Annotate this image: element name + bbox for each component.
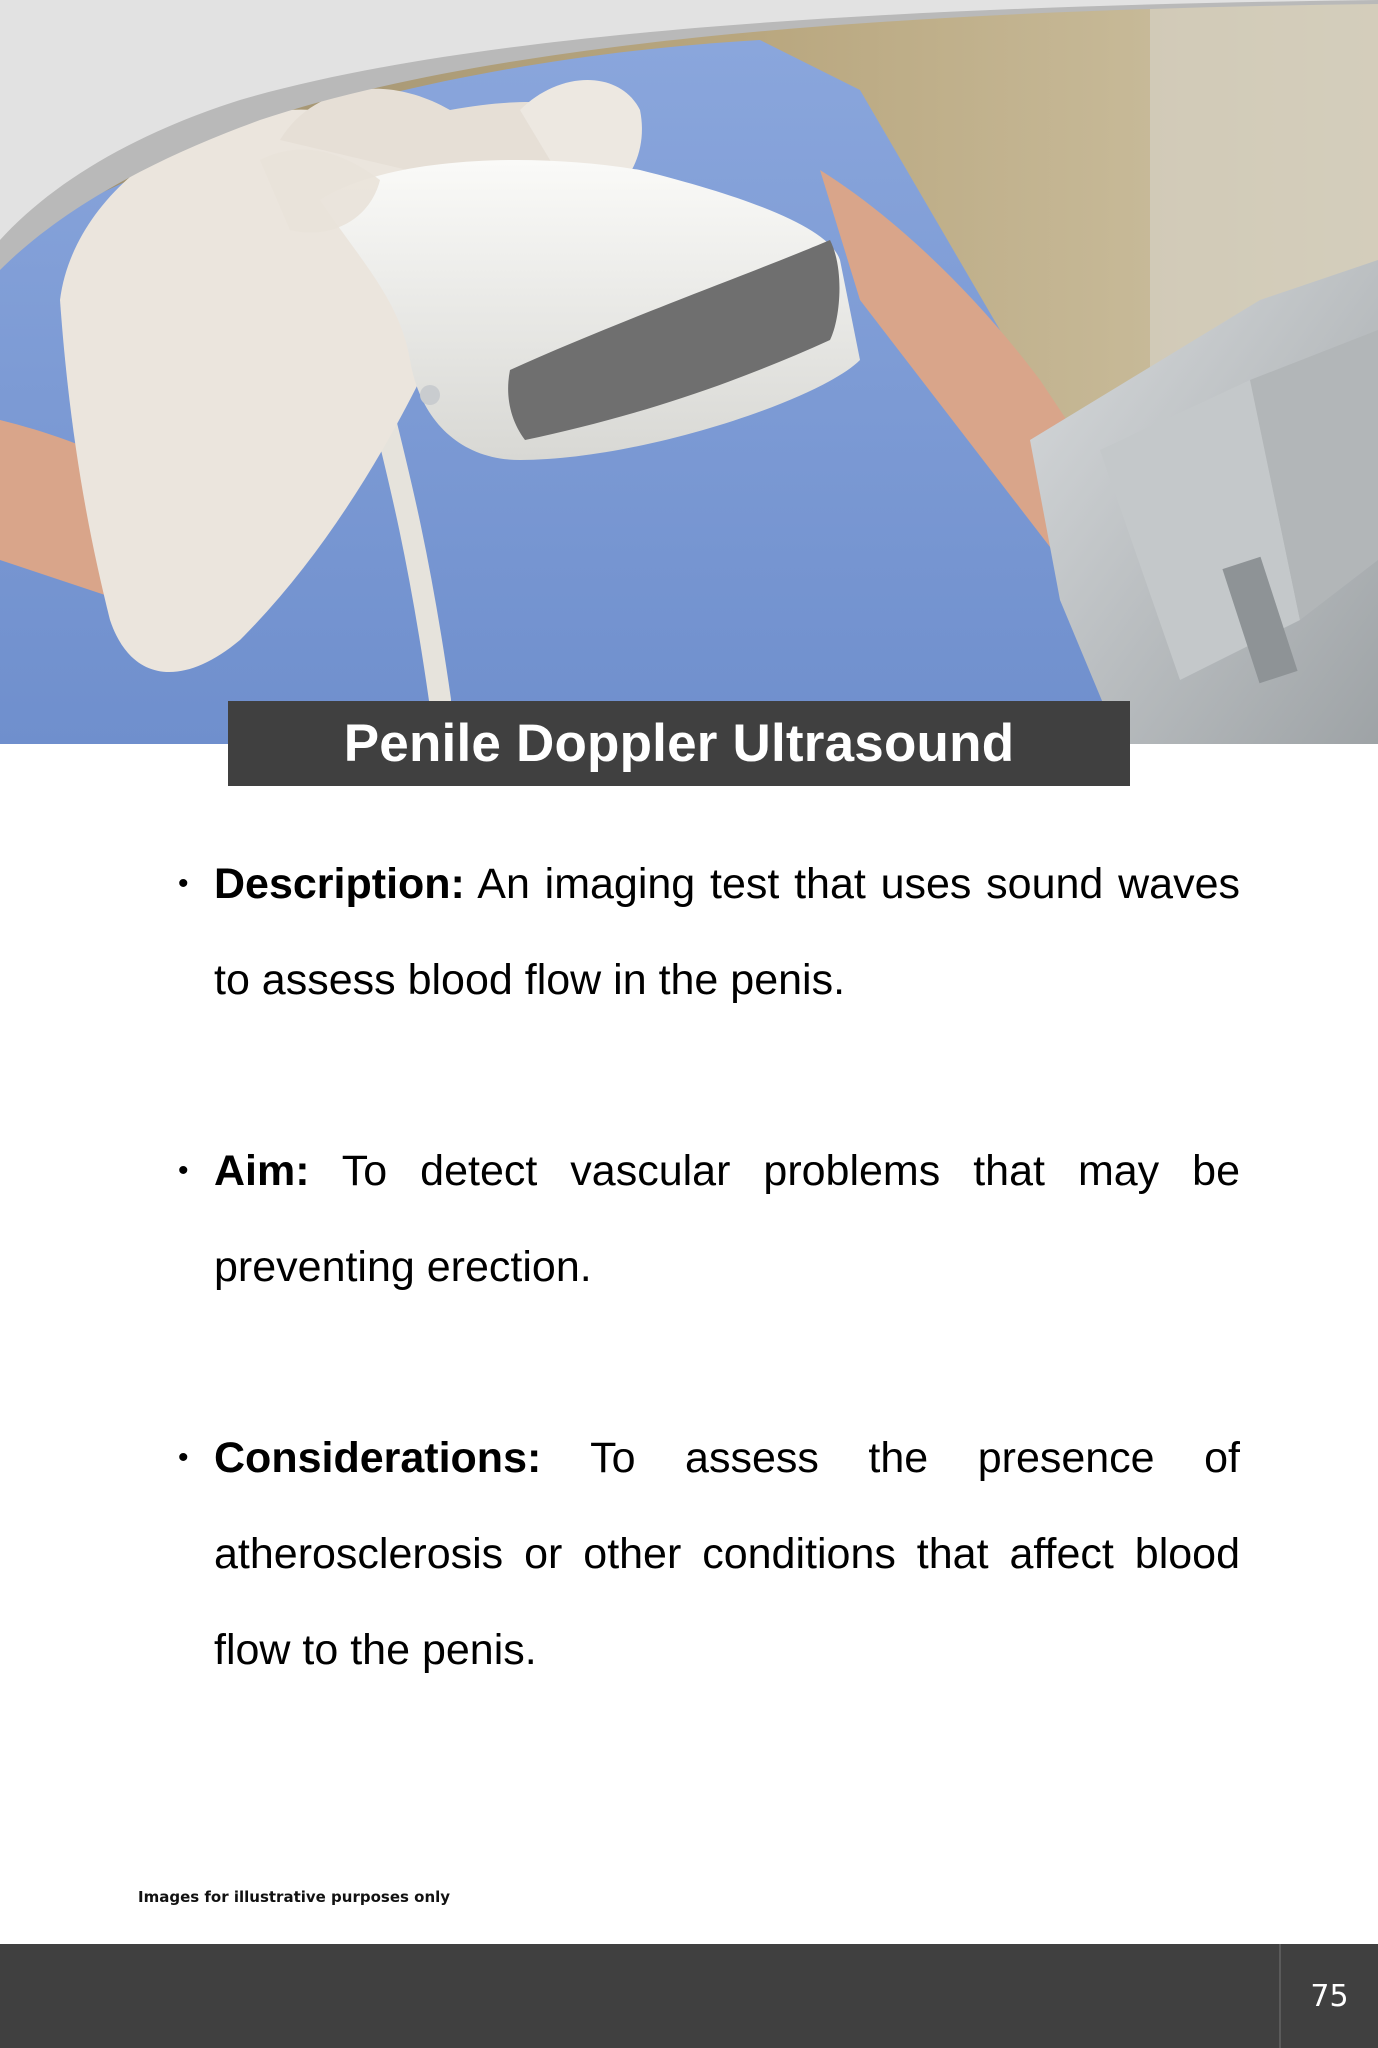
bullet-icon: • (178, 1154, 189, 1187)
item-text: An imaging test that uses sound waves to assess blood flow in the penis. (214, 860, 1240, 1004)
bullet-list (170, 836, 1240, 1793)
item-text: To assess the presence of atherosclerosis or other conditions that affect blood flow to the penis. (214, 1434, 1240, 1674)
bullet-icon: • (178, 1441, 189, 1474)
ultrasound-exam-illustration (0, 0, 1378, 744)
list-item (170, 836, 1240, 1028)
item-label: Considerations: (214, 1434, 542, 1482)
hero-photo (0, 0, 1378, 744)
bullet-icon: • (178, 867, 189, 900)
illustration-note: Images for illustrative purposes only (138, 1888, 451, 1906)
footer-bar (0, 1944, 1378, 2048)
item-label: Aim: (214, 1147, 310, 1195)
list-item (170, 1410, 1240, 1698)
page-number: 75 (1279, 1944, 1378, 2048)
item-text: To detect vascular problems that may be preventing erection. (214, 1147, 1240, 1291)
list-item (170, 1123, 1240, 1315)
item-label: Description: (214, 860, 465, 908)
page-title: Penile Doppler Ultrasound (228, 701, 1130, 786)
